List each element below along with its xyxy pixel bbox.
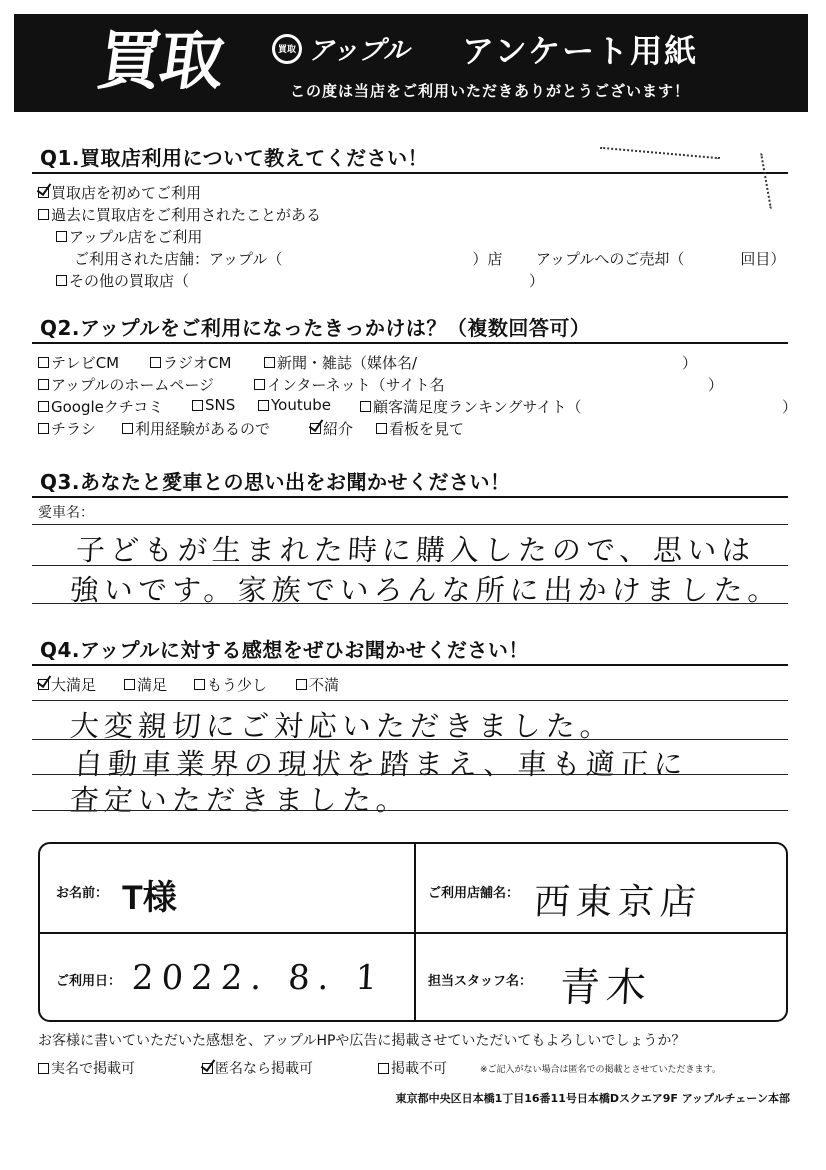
answer-line: [32, 810, 788, 811]
checkbox[interactable]: [376, 423, 387, 434]
answer-line: [32, 603, 788, 604]
q3-answer-line-1: 子どもが生まれた時に購入したので、思いは: [75, 533, 757, 567]
q4-option-satisfied[interactable]: 満足: [124, 674, 167, 695]
q4-divider: [32, 664, 788, 666]
q2-divider: [32, 342, 788, 344]
consent-option-real-name[interactable]: 実名で掲載可: [38, 1058, 135, 1078]
q2-option-tv-cm[interactable]: テレビCM: [38, 352, 119, 373]
checkbox-checked[interactable]: [202, 1063, 213, 1074]
checkbox[interactable]: [150, 357, 161, 368]
checkbox-checked[interactable]: [310, 423, 321, 434]
q2-option-flyer[interactable]: チラシ: [38, 418, 96, 439]
q3-heading: Q3.あなたと愛車との思い出をお聞かせください！: [40, 470, 511, 494]
customer-info-box: [38, 842, 788, 1022]
checkbox[interactable]: [38, 357, 49, 368]
q1-option-used-before[interactable]: 過去に買取店をご利用されたことがある: [38, 204, 321, 225]
checkbox[interactable]: [194, 679, 205, 690]
q2-option-signboard[interactable]: 看板を見て: [376, 418, 464, 439]
form-title: アンケート用紙: [462, 32, 699, 70]
checkbox[interactable]: [264, 357, 275, 368]
q2-option-homepage[interactable]: アップルのホームページ: [38, 374, 214, 395]
q1-divider: [32, 172, 788, 174]
answer-line: [32, 565, 788, 566]
consent-question: お客様に書いていただいた感想を、アップルHPや広告に掲載させていただいてもよろしいでしょうか？: [38, 1033, 686, 1049]
q4-option-very-satisfied[interactable]: 大満足: [38, 674, 96, 695]
close-paren: ）: [708, 376, 724, 394]
staff-label: 担当スタッフ名：: [428, 974, 533, 989]
date-label: ご利用日：: [56, 974, 122, 989]
q2-option-sns[interactable]: SNS: [192, 396, 235, 414]
checkbox[interactable]: [378, 1063, 389, 1074]
consent-option-decline[interactable]: 掲載不可: [378, 1058, 447, 1078]
q4-option-dissatisfied[interactable]: 不満: [296, 674, 339, 695]
name-label: お名前：: [56, 886, 109, 901]
brand-name: アップル: [308, 36, 410, 66]
store-value[interactable]: 西東京店: [532, 882, 703, 923]
checkbox[interactable]: [254, 379, 265, 390]
q3-answer-line-2: 強いです。家族でいろんな所に出かけました。: [69, 573, 783, 607]
form-header: [14, 14, 808, 112]
q1-option-other-store[interactable]: その他の買取店（ ）: [56, 270, 544, 291]
checkbox[interactable]: [192, 400, 203, 411]
checkbox[interactable]: [124, 679, 135, 690]
pen-scribble: [600, 147, 720, 159]
car-name-label: 愛車名：: [38, 505, 94, 521]
logo-mark: 買取: [272, 34, 302, 64]
footer-address: 東京都中央区日本橋1丁目16番11号日本橋Dスクエア9F アップルチェーン本部: [395, 1092, 790, 1105]
q2-option-youtube[interactable]: Youtube: [258, 396, 331, 414]
date-value[interactable]: 2022. 8. 1: [130, 958, 387, 998]
q4-answer-line-2: 自動車業界の現状を踏まえ、車も適正に: [73, 747, 689, 781]
checkbox[interactable]: [38, 401, 49, 412]
checkbox[interactable]: [258, 400, 269, 411]
checkbox[interactable]: [122, 423, 133, 434]
q2-option-ranking-site[interactable]: 顧客満足度ランキングサイト（: [360, 396, 582, 417]
q4-heading: Q4.アップルに対する感想をぜひお聞かせください！: [40, 638, 529, 662]
checkbox[interactable]: [360, 401, 371, 412]
checkbox[interactable]: [296, 679, 307, 690]
consent-option-anonymous[interactable]: 匿名なら掲載可: [202, 1058, 313, 1078]
q1-option-apple-store[interactable]: アップル店をご利用: [56, 226, 202, 247]
q2-option-radio-cm[interactable]: ラジオCM: [150, 352, 231, 373]
q2-option-prior-use[interactable]: 利用経験があるので: [122, 418, 270, 439]
checkbox[interactable]: [38, 209, 49, 220]
q1-sales-count-field[interactable]: アップルへのご売却（ 回目）: [536, 250, 786, 268]
q1-store-used-field[interactable]: ご利用された店舗：アップル（ ）店: [74, 250, 503, 268]
q4-answer-line-3: 査定いただきました。: [69, 783, 411, 817]
q1-heading: Q1.買取店利用について教えてください！: [40, 146, 429, 170]
checkbox-checked[interactable]: [38, 679, 49, 690]
checkbox[interactable]: [38, 423, 49, 434]
checkbox[interactable]: [56, 231, 67, 242]
answer-line: [32, 739, 788, 740]
q4-option-somewhat[interactable]: もう少し: [194, 674, 267, 695]
form-subtitle: この度は当店をご利用いただきありがとうございます！: [290, 82, 691, 100]
brand-logo: [272, 30, 409, 67]
header-big-title: 買取: [92, 24, 228, 99]
q2-option-newspaper[interactable]: 新聞・雑誌（媒体名/: [264, 352, 417, 373]
q1-option-first-time[interactable]: 買取店を初めてご利用: [38, 182, 201, 203]
checkbox[interactable]: [56, 275, 67, 286]
checkbox[interactable]: [38, 379, 49, 390]
staff-value[interactable]: 青木: [558, 965, 654, 1011]
checkbox[interactable]: [38, 1063, 49, 1074]
q4-answer-line-1: 大変親切にご対応いただきました。: [69, 709, 615, 743]
name-value[interactable]: T様: [122, 879, 177, 917]
q2-option-internet[interactable]: インターネット（サイト名: [254, 374, 445, 395]
answer-line: [32, 700, 788, 701]
pen-scribble: [760, 153, 772, 208]
q2-heading: Q2.アップルをご利用になったきっかけは？（複数回答可）: [40, 316, 591, 340]
close-paren: ）: [782, 398, 798, 416]
store-label: ご利用店舗名：: [428, 886, 520, 901]
close-paren: ）: [682, 354, 698, 372]
consent-note: ※ご記入がない場合は匿名での掲載とさせていただきます。: [480, 1065, 721, 1075]
q3-divider: [32, 496, 788, 498]
q2-option-google-reviews[interactable]: Googleクチコミ: [38, 396, 163, 417]
q2-option-referral[interactable]: 紹介: [310, 418, 353, 439]
answer-line: [32, 524, 788, 525]
checkbox-checked[interactable]: [38, 187, 49, 198]
box-divider: [40, 932, 786, 934]
answer-line: [32, 774, 788, 775]
